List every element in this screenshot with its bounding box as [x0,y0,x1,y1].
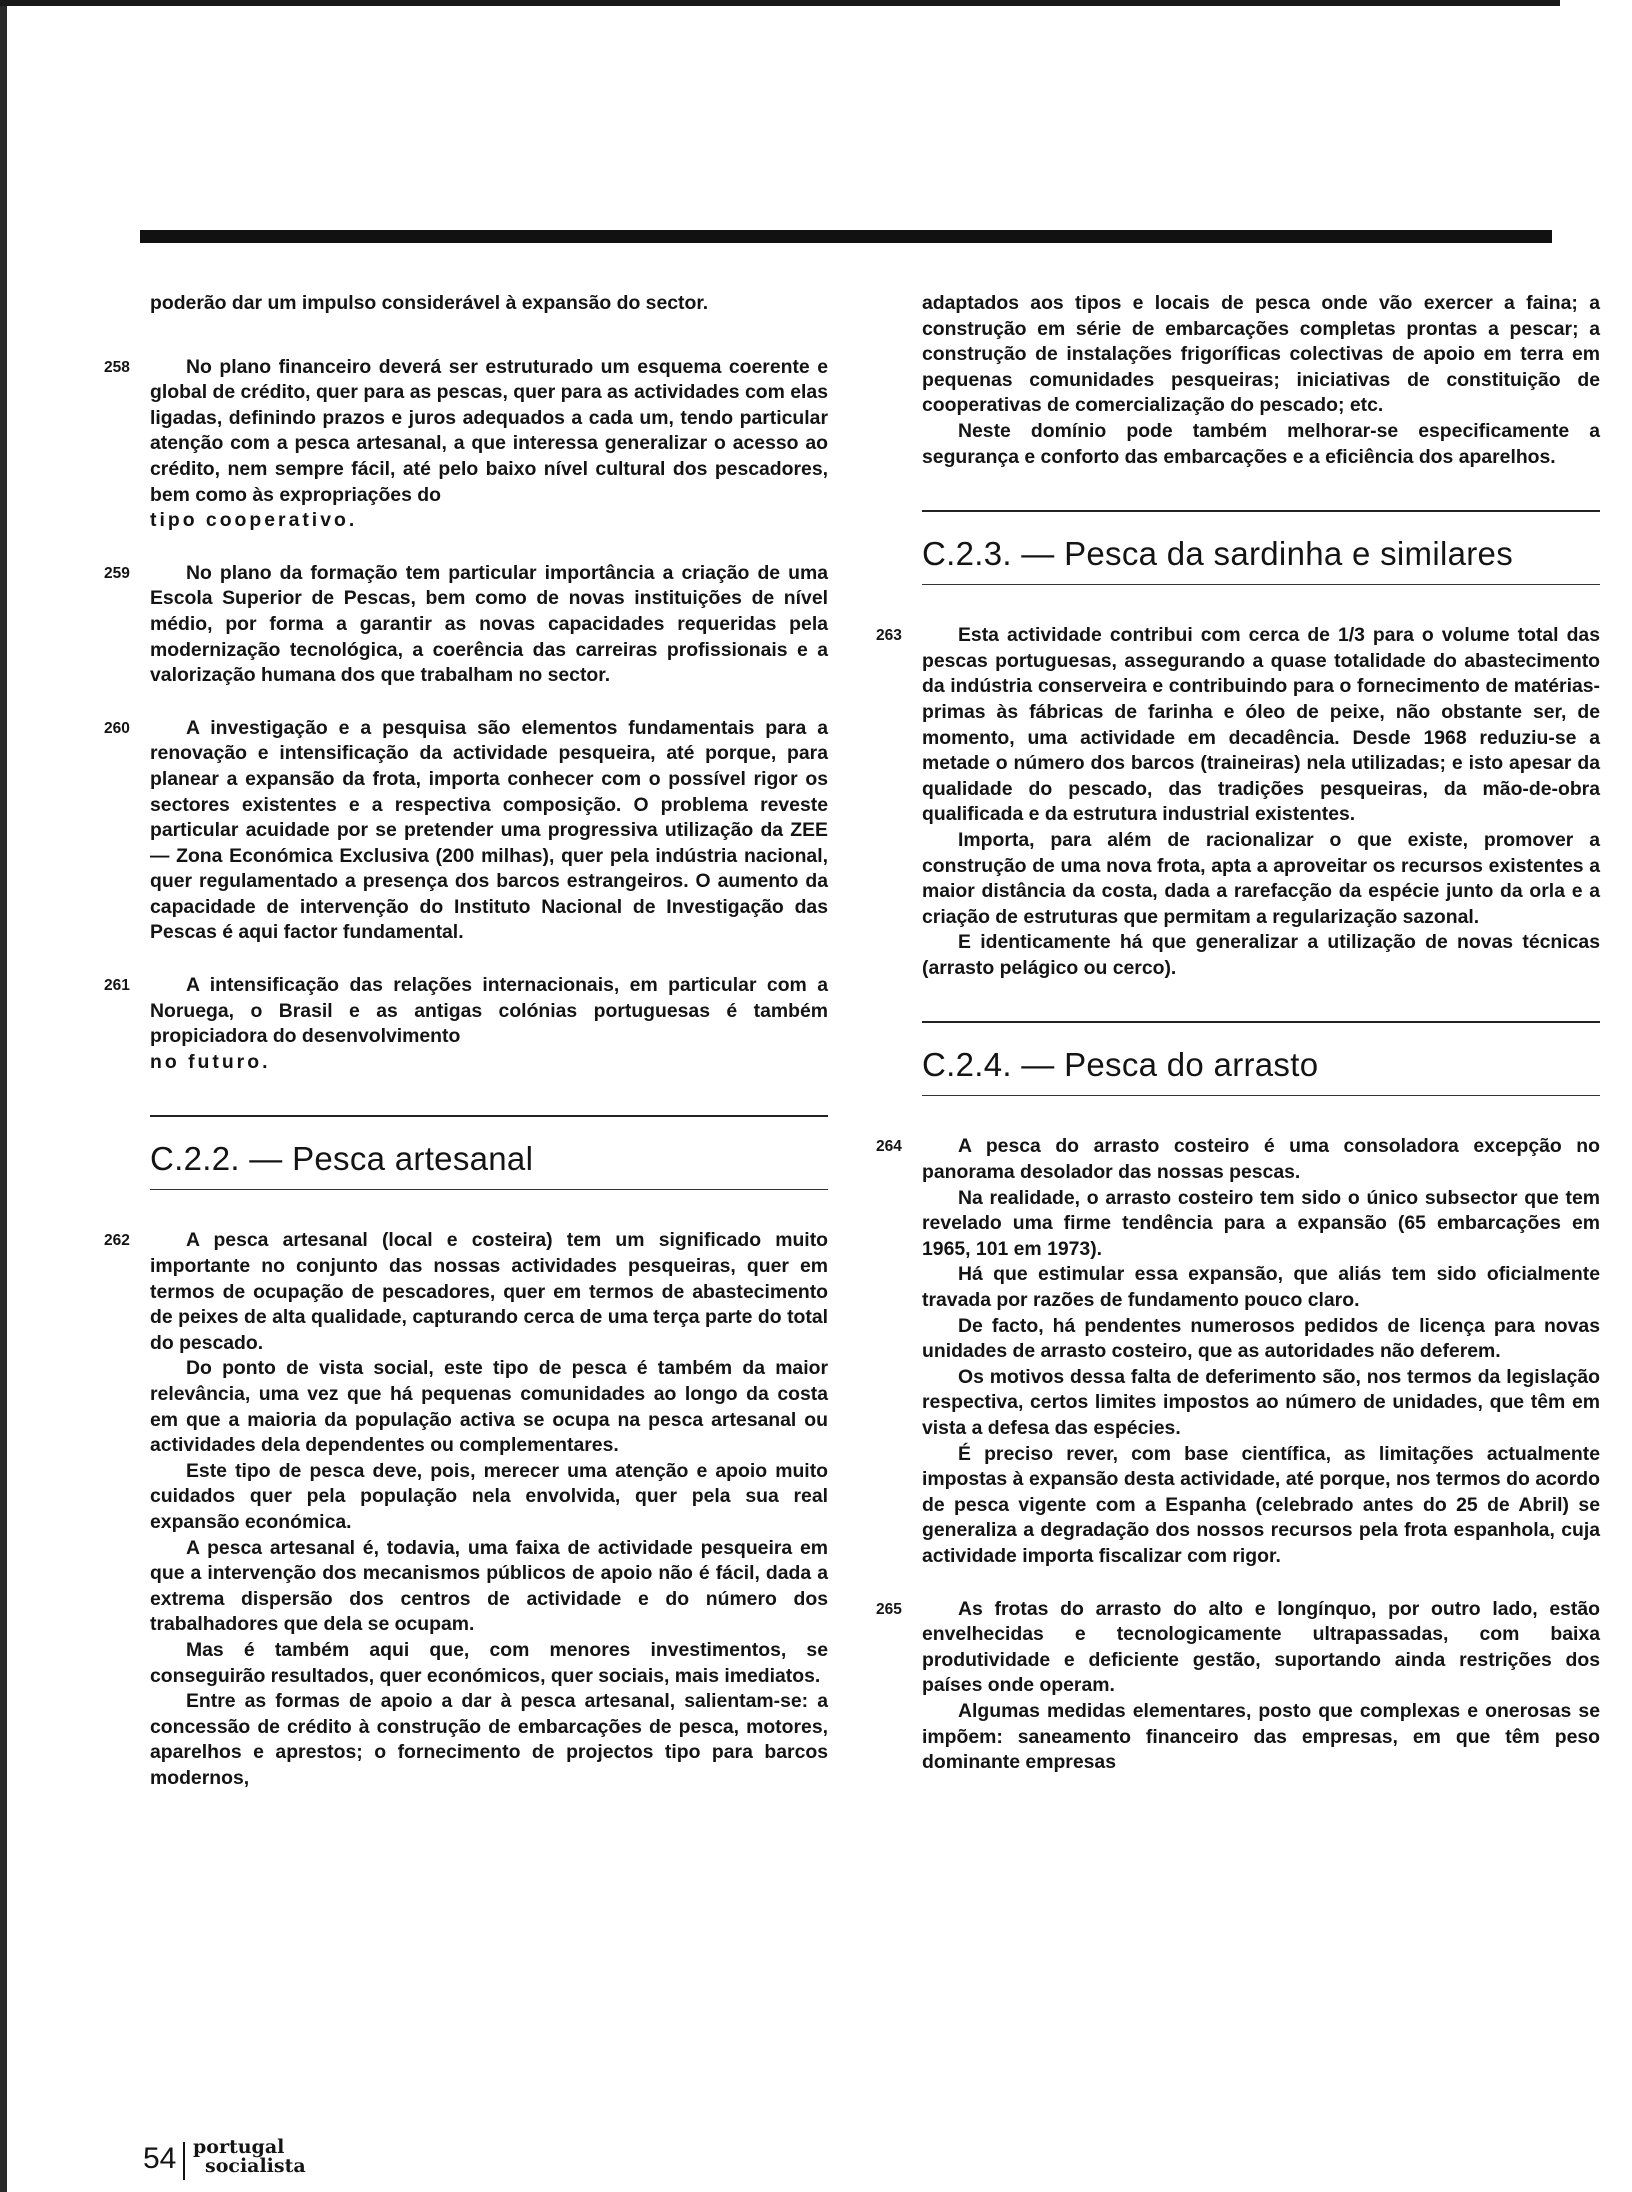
paragraph-text: Do ponto de vista social, este tipo de pesca é também da maior relevância, uma vez que há pequenas comunidades ao longo da costa em que a maioria da população activa se ocupa na pesca artesanal ou actividades dela dependentes ou complementares. [150,1357,828,1457]
paragraph-text: Na realidade, o arrasto costeiro tem sido o único subsector que tem revelado uma firme tendência para a expansão (65 embarcações em 1965, 101 em 1973). [922,1186,1600,1260]
paragraph-text: Importa, para além de racionalizar o que existe, promover a construção de uma nova frota, apta a aproveitar os recursos existentes a maior distância da costa, dada a rarefacção da espécie junto da orla e a criação de estruturas que permitam a regularização sazonal. [922,828,1600,928]
paragraph-text: No plano financeiro deverá ser estruturado um esquema coerente e global de crédito, quer para as pescas, quer para as actividades com elas ligadas, definindo prazos e juros adequados a cada um, tendo particular atenção com a pesca artesanal, a que interessa generalizar o acesso ao crédito, nem sempre fácil, até pelo baixo nível cultural dos pescadores, bem como às expropriações do [150,355,828,506]
intro-text: poderão dar um impulso considerável à expansão do sector. [150,292,709,314]
paragraph-text: No plano da formação tem particular importância a criação de uma Escola Superior de Pescas, bem como de novas instituições de nível médio, por forma a garantir as novas capacidades requeridas pela modernização tecnológica, a coerência das carreiras profissionais e a valorização humana dos que trabalham no sector. [150,561,828,687]
paragraph-number: 263 [876,627,902,645]
paragraph-text: Esta actividade contribui com cerca de 1/3 para o volume total das pescas portuguesas, assegurando a quase totalidade do abastecimento da indústria conserveira e contribuindo para o fornecimento de matérias-primas às fábricas de farinha e óleo de peixe, não obstante ser, de momento, uma actividade em decadência. Desde 1968 reduziu-se a metade o número dos barcos (traineiras) nela utilizadas; e isto apesar da qualidade do pescado, das tradições pesqueiras, da mão-de-obra qualificada e da estrutura industrial existentes. [922,624,1600,826]
section-heading-c23 [922,510,1600,585]
publication-logo [193,2138,306,2176]
paragraph-text: Há que estimular essa expansão, que aliás tem sido oficialmente travada por razões de fundamento pouco claro. [922,1263,1600,1312]
paragraph-text: A investigação e a pesquisa são elementos fundamentais para a renovação e intensificação da actividade pesqueira, até porque, para planear a expansão da frota, importa conhecer com o possível rigor os sectores existentes e a respectiva composição. O problema reveste particular acuidade por se pretender uma progressiva utilização da ZEE — Zona Económica Exclusiva (200 milhas), quer pela indústria nacional, quer regulamentado a presença dos barcos estrangeiros. O aumento da capacidade de intervenção do Instituto Nacional de Investigação das Pescas é aqui factor fundamental. [150,716,828,944]
logo-line-1: portugal [193,2136,285,2158]
header-rule [140,230,1552,243]
paragraph-text: A pesca do arrasto costeiro é uma consoladora excepção no panorama desolador das nossas pescas. [922,1135,1600,1184]
paragraph-text: As frotas do arrasto do alto e longínquo, por outro lado, estão envelhecidas e tecnologicamente ultrapassadas, com baixa produtividade e deficiente gestão, suportando ainda restrições dos países onde operam. [922,1597,1600,1697]
section-rule-bottom [922,1095,1600,1096]
paragraph-number: 262 [104,1232,130,1250]
section-rule-top [150,1115,828,1117]
scan-top-line [0,0,1560,6]
right-column [876,291,1600,1803]
section-title: C.2.4. — Pesca do arrasto [922,1046,1319,1084]
paragraph-number: 264 [876,1138,902,1156]
paragraph-text: E identicamente há que generalizar a utilização de novas técnicas (arrasto pelágico ou cerco). [922,931,1600,979]
paragraph-text: A pesca artesanal é, todavia, uma faixa de actividade pesqueira em que a intervenção dos mecanismos públicos de apoio não é fácil, dada a extrema dispersão dos centros de actividade e do número dos trabalhadores que dela se ocupam. [150,1536,828,1636]
paragraph-text: A pesca artesanal (local e costeira) tem um significado muito importante no conjunto das nossas actividades pesqueiras, quer em termos de ocupação de pescadores, quer em termos de abastecimento de peixes de alta qualidade, capturando cerca de uma terça parte do total do pescado. [150,1229,828,1354]
section-heading-c24 [922,1021,1600,1096]
paragraph-263 [876,623,1600,981]
paragraph-text: Mas é também aqui que, com menores investimentos, se conseguirão resultados, quer económicos, quer sociais, mais imediatos. [150,1638,828,1687]
section-rule-top [922,1021,1600,1023]
paragraph-262 [104,1228,828,1791]
paragraph-number: 265 [876,1600,902,1618]
paragraph-text: Os motivos dessa falta de deferimento são, nos termos da legislação respectiva, certos limites impostos ao número de unidades, que têm em vista a defesa das espécies. [922,1365,1600,1439]
intro-paragraph [150,291,828,317]
paragraph-261 [104,973,828,1075]
section-title: C.2.3. — Pesca da sardinha e similares [922,535,1513,573]
paragraph-265 [876,1597,1600,1776]
paragraph-tail: no futuro. [150,1050,271,1073]
paragraph-text: A intensificação das relações internacionais, em particular com a Noruega, o Brasil e as antigas colónias portuguesas é também propiciadora do desenvolvimento [150,974,828,1048]
paragraph-number: 258 [104,358,130,376]
section-title: C.2.2. — Pesca artesanal [150,1140,534,1178]
paragraph-text: Entre as formas de apoio a dar à pesca artesanal, salientam-se: a concessão de crédito à construção de embarcações de pesca, motores, aparelhos e aprestos; o fornecimento de projectos tipo para barcos modernos, [150,1690,828,1789]
paragraph-264 [876,1134,1600,1569]
scan-edge [0,0,7,2192]
paragraph-259 [104,561,828,689]
paragraph-text: É preciso rever, com base científica, as limitações actualmente impostas à expansão desta actividade, até porque, nos termos do acordo de pesca vigente com a Espanha (celebrado antes do 25 de Abril) se generaliza a degradação dos nossos recursos pela frota espanhola, cuja actividade importa fiscalizar com rigor. [922,1442,1600,1567]
paragraph-number: 259 [104,564,130,582]
paragraph-text: De facto, há pendentes numerosos pedidos de licença para novas unidades de arrasto costeiro, que as autoridades não deferem. [922,1314,1600,1363]
paragraph-text: adaptados aos tipos e locais de pesca onde vão exercer a faina; a construção em série de embarcações completas prontas a pescar; a construção de instalações frigoríficas colectivas de apoio em terra em pequenas comunidades pesqueiras; iniciativas de constituição de cooperativas de comercialização do pescado; etc. [922,292,1600,417]
section-rule-top [922,510,1600,512]
paragraph-number: 261 [104,977,130,995]
section-heading-c22 [150,1115,828,1190]
paragraph-tail: tipo cooperativo. [150,509,358,532]
paragraph-text: Neste domínio pode também melhorar-se especificamente a segurança e conforto das embarcações e a eficiência dos aparelhos. [922,419,1600,468]
section-rule-bottom [150,1189,828,1190]
paragraph-260 [104,716,828,946]
continuation-paragraph [922,291,1600,470]
logo-line-2: socialista [205,2155,306,2177]
paragraph-text: Este tipo de pesca deve, pois, merecer uma atenção e apoio muito cuidados quer pela população nela envolvida, quer pela sua real expansão económica. [150,1459,828,1533]
left-column [104,291,828,1819]
section-rule-bottom [922,584,1600,585]
page-number: 54 [143,2142,177,2175]
paragraph-number: 260 [104,719,130,737]
footer-divider [183,2142,185,2180]
paragraph-text: Algumas medidas elementares, posto que complexas e onerosas se impõem: saneamento financeiro das empresas, em que têm peso dominante empresas [922,1699,1600,1774]
paragraph-258 [104,355,828,534]
